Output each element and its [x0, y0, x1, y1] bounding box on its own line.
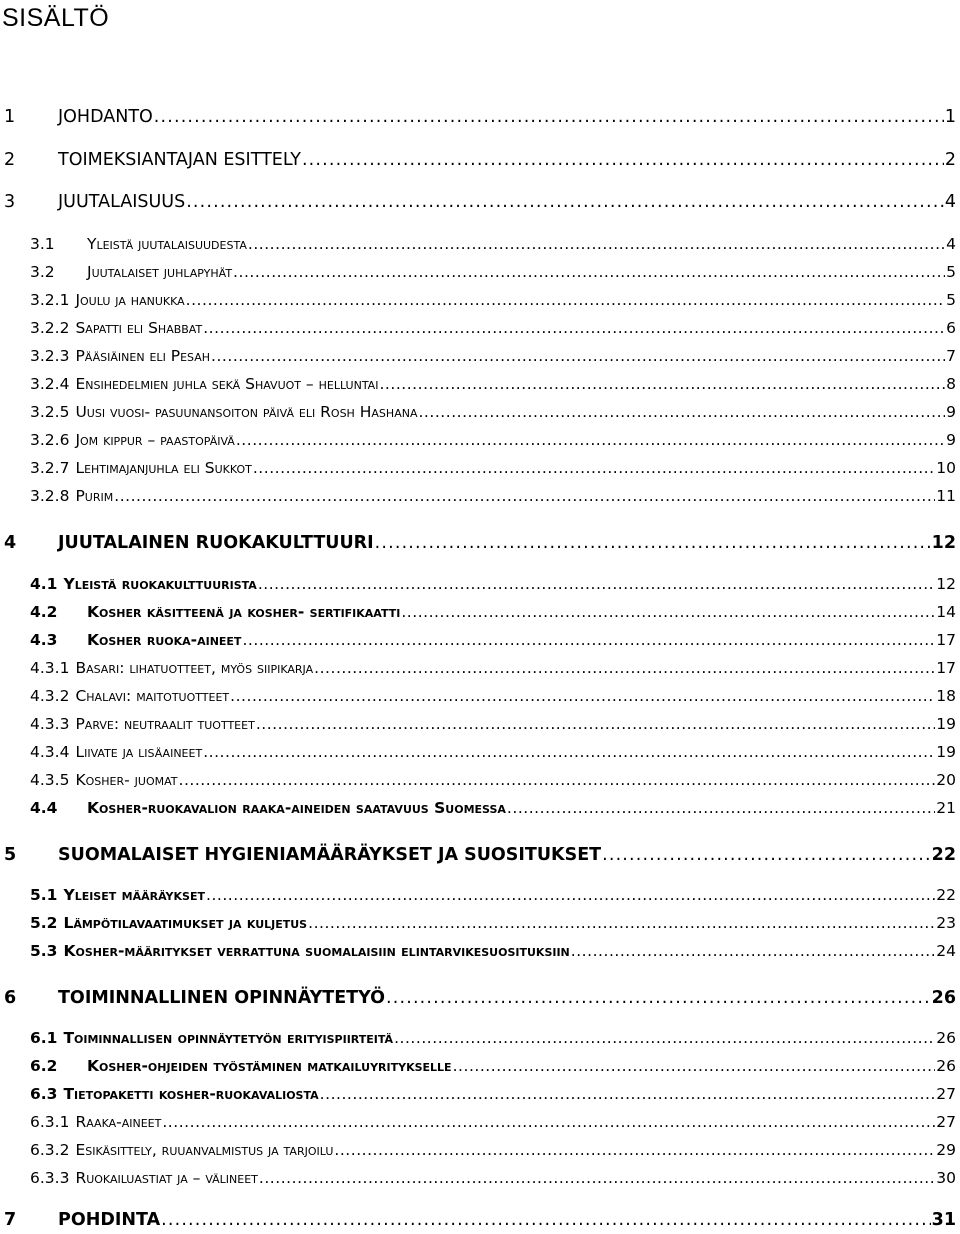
- toc-entry[interactable]: [0, 431, 956, 455]
- toc-entry[interactable]: [0, 575, 956, 599]
- toc-leader-dots: [314, 659, 935, 677]
- toc-entry-number: 3: [4, 192, 16, 212]
- toc-entry-number: 3.2.3: [30, 347, 70, 365]
- toc-entry[interactable]: [0, 914, 956, 938]
- toc-entry-number: 3.2.1: [30, 291, 70, 309]
- toc-entry-label: Uusi vuosi- pasuunansoiton päivä eli Rosh Hashana: [75, 403, 418, 421]
- toc-entry-page: 2: [944, 150, 956, 170]
- toc-entry-label: Parve: neutraalit tuotteet: [75, 715, 255, 733]
- toc-entry-number: 6.3.3: [30, 1169, 70, 1187]
- toc-leader-dots: [203, 319, 945, 337]
- toc-entry-label: Yleistä juutalaisuudesta: [87, 235, 247, 253]
- toc-entry-label: SUOMALAISET HYGIENIAMÄÄRÄYKSET JA SUOSITUKSET: [58, 845, 602, 865]
- toc-entry[interactable]: [0, 687, 956, 711]
- toc-leader-dots: [161, 1210, 930, 1230]
- toc-leader-dots: [602, 845, 931, 865]
- toc-entry-number: 4.3.2: [30, 687, 70, 705]
- toc-entry-label: TOIMEKSIANTAJAN ESITTELY: [58, 150, 301, 170]
- toc-entry-page: 24: [936, 942, 956, 960]
- toc-entry[interactable]: [0, 886, 956, 910]
- toc-entry-page: 27: [936, 1085, 956, 1103]
- toc-entry-number: 5.2: [30, 914, 58, 932]
- toc-entry-label: Toiminnallisen opinnäytetyön erityispiirteitä: [63, 1029, 394, 1047]
- toc-entry-label: Raaka-aineet: [75, 1113, 162, 1131]
- toc-entry[interactable]: [0, 403, 956, 427]
- toc-leader-dots: [178, 771, 935, 789]
- toc-entry-number: 3.2.5: [30, 403, 70, 421]
- toc-entry[interactable]: [0, 799, 956, 823]
- toc-entry[interactable]: [0, 291, 956, 315]
- toc-entry-number: 3.2: [30, 263, 55, 281]
- toc-entry-number: 3.2.4: [30, 375, 70, 393]
- toc-leader-dots: [386, 988, 931, 1008]
- toc-entry[interactable]: [0, 715, 956, 739]
- toc-entry-label: Lämpötilavaatimukset ja kuljetus: [63, 914, 308, 932]
- toc-entry-label: Kosher ruoka-aineet: [87, 631, 242, 649]
- toc-entry-label: Yleistä ruokakulttuurista: [63, 575, 257, 593]
- toc-entry-page: 11: [936, 487, 956, 505]
- toc-entry[interactable]: [0, 1169, 956, 1193]
- toc-entry[interactable]: [0, 603, 956, 627]
- toc-entry-number: 3.2.7: [30, 459, 70, 477]
- toc-entry-number: 3.1: [30, 235, 55, 253]
- toc-entry[interactable]: [0, 375, 956, 399]
- toc-leader-dots: [206, 886, 935, 904]
- toc-entry-label: JOHDANTO: [58, 107, 153, 127]
- toc-entry-label: Joulu ja hanukka: [75, 291, 185, 309]
- toc-entry-number: 4.4: [30, 799, 58, 817]
- toc-entry-number: 6: [4, 988, 17, 1008]
- toc-entry-page: 19: [936, 743, 956, 761]
- toc-entry[interactable]: [0, 1057, 956, 1081]
- toc-entry-label: Kosher käsitteenä ja kosher- sertifikaatti: [87, 603, 401, 621]
- toc-entry-label: Sapatti eli Shabbat: [75, 319, 203, 337]
- toc-leader-dots: [379, 375, 945, 393]
- toc-entry-number: 3.2.2: [30, 319, 70, 337]
- toc-entry-number: 6.1: [30, 1029, 58, 1047]
- toc-entry-page: 10: [936, 459, 956, 477]
- toc-entry[interactable]: [0, 845, 956, 869]
- toc-entry[interactable]: [0, 743, 956, 767]
- toc-leader-dots: [242, 631, 935, 649]
- toc-entry-number: 4.3.3: [30, 715, 70, 733]
- toc-entry-number: 4.1: [30, 575, 58, 593]
- toc-entry-page: 20: [936, 771, 956, 789]
- toc-leader-dots: [211, 347, 945, 365]
- toc-entry[interactable]: [0, 988, 956, 1012]
- toc-entry-number: 4.2: [30, 603, 58, 621]
- toc-entry[interactable]: [0, 459, 956, 483]
- toc-entry-page: 4: [944, 192, 956, 212]
- page-title: SISÄLTÖ: [2, 4, 110, 32]
- toc-entry-label: Chalavi: maitotuotteet: [75, 687, 230, 705]
- toc-entry-label: Basari: lihatuotteet, myös siipikarja: [75, 659, 314, 677]
- toc-leader-dots: [401, 603, 935, 621]
- toc-entry[interactable]: [0, 533, 956, 557]
- toc-entry-number: 6.3.1: [30, 1113, 70, 1131]
- toc-entry-page: 1: [944, 107, 956, 127]
- toc-entry-number: 3.2.6: [30, 431, 70, 449]
- toc-entry-page: 31: [931, 1210, 956, 1230]
- toc-entry-number: 2: [4, 150, 16, 170]
- toc-entry-page: 17: [936, 659, 956, 677]
- toc-entry-page: 8: [946, 375, 956, 393]
- toc-entry-label: Purim: [75, 487, 114, 505]
- toc-entry-number: 4.3.1: [30, 659, 70, 677]
- toc-leader-dots: [114, 487, 935, 505]
- toc-entry[interactable]: [0, 1141, 956, 1165]
- toc-leader-dots: [186, 192, 944, 212]
- toc-leader-dots: [320, 1085, 936, 1103]
- toc-entry[interactable]: [0, 235, 956, 259]
- toc-leader-dots: [418, 403, 945, 421]
- toc-entry-label: POHDINTA: [58, 1210, 161, 1230]
- toc-entry[interactable]: [0, 1085, 956, 1109]
- toc-entry[interactable]: [0, 1029, 956, 1053]
- toc-entry-label: Tietopaketti kosher-ruokavaliosta: [63, 1085, 319, 1103]
- toc-entry[interactable]: [0, 150, 956, 174]
- toc-entry-label: Kosher-ohjeiden työstäminen matkailuyritykselle: [87, 1057, 452, 1075]
- toc-leader-dots: [230, 687, 935, 705]
- toc-entry-page: 9: [946, 431, 956, 449]
- toc-entry-label: Kosher- juomat: [75, 771, 178, 789]
- toc-entry-number: 6.3: [30, 1085, 58, 1103]
- toc-leader-dots: [253, 459, 935, 477]
- toc-entry-page: 30: [936, 1169, 956, 1187]
- toc-entry-label: JUUTALAISUUS: [58, 192, 186, 212]
- toc-entry-label: Jom kippur – paastopäivä: [75, 431, 235, 449]
- toc-leader-dots: [308, 914, 935, 932]
- toc-entry-page: 17: [936, 631, 956, 649]
- toc-entry-page: 22: [936, 886, 956, 904]
- toc-entry-label: Ruokailuastiat ja – välineet: [75, 1169, 258, 1187]
- toc-entry-label: Liivate ja lisäaineet: [75, 743, 203, 761]
- toc-entry-page: 7: [946, 347, 956, 365]
- toc-entry-label: Juutalaiset juhlapyhät: [87, 263, 233, 281]
- toc-entry-page: 23: [936, 914, 956, 932]
- toc-entry[interactable]: [0, 631, 956, 655]
- toc-entry-label: TOIMINNALLINEN OPINNÄYTETYÖ: [58, 988, 386, 1008]
- toc-entry-number: 7: [4, 1210, 17, 1230]
- toc-entry[interactable]: [0, 263, 956, 287]
- toc-leader-dots: [186, 291, 945, 309]
- toc-leader-dots: [256, 715, 935, 733]
- toc-entry-page: 5: [946, 291, 956, 309]
- toc-leader-dots: [248, 235, 945, 253]
- toc-entry-number: 4.3.4: [30, 743, 70, 761]
- toc-leader-dots: [453, 1057, 936, 1075]
- toc-entry[interactable]: [0, 347, 956, 371]
- toc-entry-number: 6.2: [30, 1057, 58, 1075]
- toc-leader-dots: [233, 263, 945, 281]
- toc-entry-number: 6.3.2: [30, 1141, 70, 1159]
- toc-entry-label: Yleiset määräykset: [63, 886, 205, 904]
- toc-entry[interactable]: [0, 942, 956, 966]
- toc-entry-page: 9: [946, 403, 956, 421]
- toc-entry-page: 5: [946, 263, 956, 281]
- toc-leader-dots: [154, 107, 944, 127]
- toc-leader-dots: [375, 533, 931, 553]
- toc-entry-label: Kosher-ruokavalion raaka-aineiden saatavuus Suomessa: [87, 799, 506, 817]
- toc-entry[interactable]: [0, 487, 956, 511]
- toc-leader-dots: [203, 743, 935, 761]
- toc-entry-number: 5.1: [30, 886, 58, 904]
- toc-leader-dots: [571, 942, 936, 960]
- toc-entry[interactable]: [0, 1113, 956, 1137]
- toc-leader-dots: [507, 799, 935, 817]
- toc-leader-dots: [302, 150, 944, 170]
- toc-entry-page: 22: [931, 845, 956, 865]
- toc-entry-page: 26: [936, 1029, 956, 1047]
- toc-entry-label: JUUTALAINEN RUOKAKULTTUURI: [58, 533, 374, 553]
- toc-leader-dots: [394, 1029, 935, 1047]
- toc-leader-dots: [162, 1113, 935, 1131]
- toc-entry-number: 5.3: [30, 942, 58, 960]
- toc-entry[interactable]: [0, 1210, 956, 1234]
- toc-entry-page: 27: [936, 1113, 956, 1131]
- toc-entry-page: 4: [946, 235, 956, 253]
- toc-entry-page: 14: [936, 603, 956, 621]
- toc-entry-label: Ensihedelmien juhla sekä Shavuot – helluntai: [75, 375, 379, 393]
- toc-entry-page: 18: [936, 687, 956, 705]
- toc-entry[interactable]: [0, 107, 956, 131]
- toc-entry-number: 1: [4, 107, 16, 127]
- toc-entry-label: Esikäsittely, ruuanvalmistus ja tarjoilu: [75, 1141, 334, 1159]
- toc-leader-dots: [334, 1141, 935, 1159]
- toc-entry-page: 6: [946, 319, 956, 337]
- toc-entry[interactable]: [0, 192, 956, 216]
- toc-entry-number: 5: [4, 845, 17, 865]
- toc-entry[interactable]: [0, 659, 956, 683]
- toc-entry-label: Kosher-määritykset verrattuna suomalaisiin elintarvikesuosituksiin: [63, 942, 570, 960]
- toc-entry[interactable]: [0, 319, 956, 343]
- toc-entry-number: 4.3: [30, 631, 58, 649]
- toc-entry-page: 26: [931, 988, 956, 1008]
- toc-entry-page: 19: [936, 715, 956, 733]
- toc-entry-page: 26: [936, 1057, 956, 1075]
- toc-leader-dots: [258, 575, 935, 593]
- toc-entry-label: Pääsiäinen eli Pesah: [75, 347, 211, 365]
- toc-entry-label: Lehtimajanjuhla eli Sukkot: [75, 459, 252, 477]
- toc-entry-page: 12: [931, 533, 956, 553]
- toc-leader-dots: [259, 1169, 935, 1187]
- toc-leader-dots: [236, 431, 945, 449]
- toc-entry-page: 12: [936, 575, 956, 593]
- toc-entry-number: 4.3.5: [30, 771, 70, 789]
- toc-entry-number: 4: [4, 533, 17, 553]
- toc-entry-page: 21: [936, 799, 956, 817]
- toc-entry[interactable]: [0, 771, 956, 795]
- toc-entry-page: 29: [936, 1141, 956, 1159]
- toc-entry-number: 3.2.8: [30, 487, 70, 505]
